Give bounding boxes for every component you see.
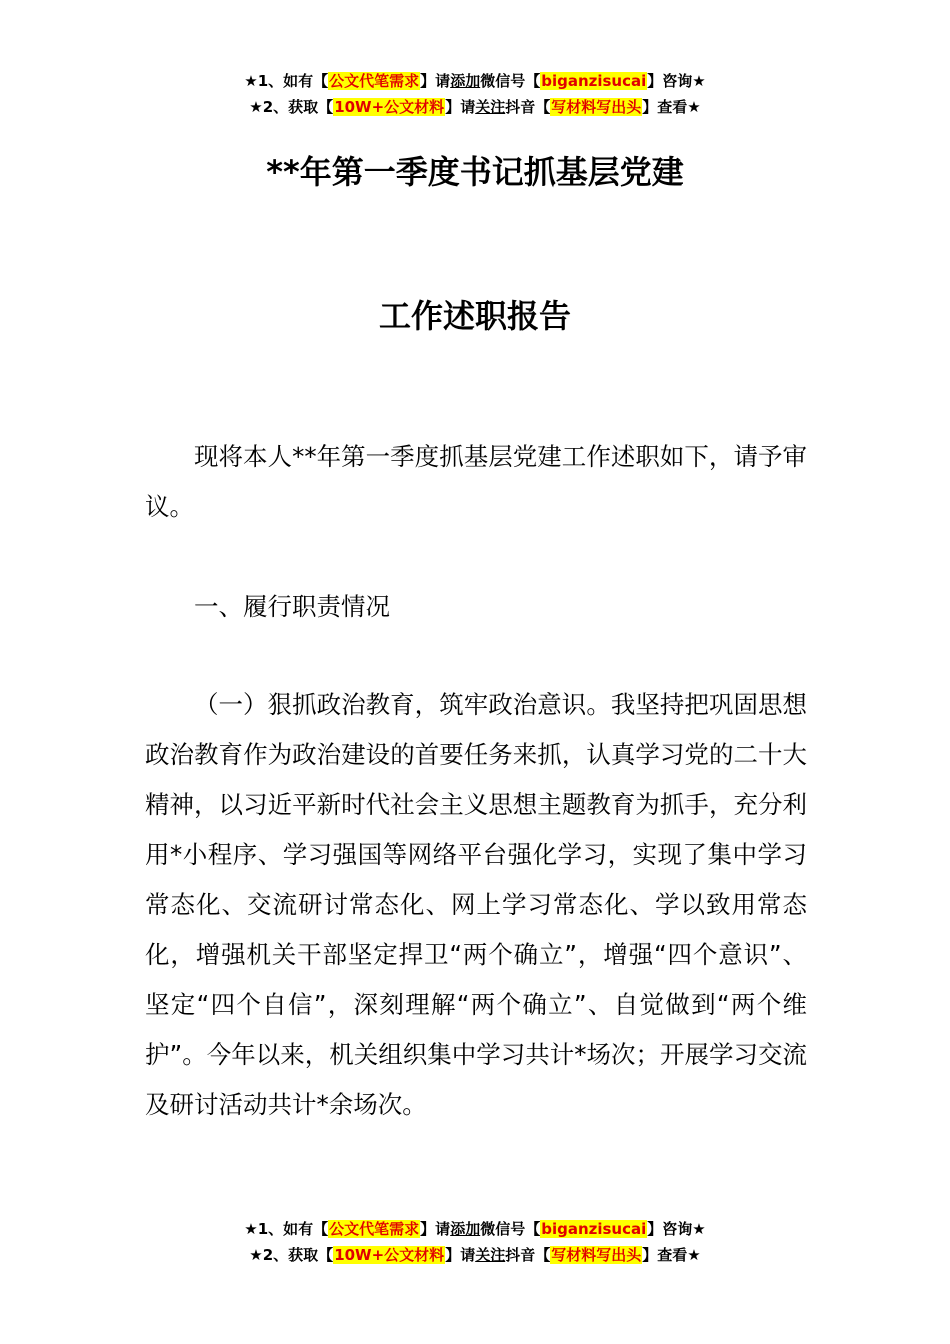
promo-underline: 关注 [475,98,506,116]
intro-paragraph: 现将本人**年第一季度抓基层党建工作述职如下，请予审议。 [145,442,807,521]
promo-wechat-id: biganzisucai [541,1220,647,1238]
promo-underline: 添加 [450,1220,481,1238]
promo-text: 】请 [420,1220,451,1238]
promo-text: 】请 [445,1246,476,1264]
section-heading: 一、履行职责情况 [194,592,390,621]
promo-text: 】查看★ [642,1246,701,1264]
promo-highlight: 10W+公文材料 [334,1246,445,1264]
promo-text: 抖音【 [505,1246,551,1264]
promo-line-1 [0,1216,950,1242]
promo-text: 微信号【 [480,1220,541,1238]
promo-text: 】请 [420,72,451,90]
promo-douyin-name: 写材料写出头 [551,1246,642,1264]
promo-line-2 [0,94,950,120]
promo-highlight: 10W+公文材料 [334,98,445,116]
promo-text: ★2、获取【 [249,1246,334,1264]
promo-text: ★1、如有【 [244,1220,329,1238]
promo-underline: 关注 [475,1246,506,1264]
body-paragraph: （一）狠抓政治教育，筑牢政治意识。我坚持把巩固思想政治教育作为政治建设的首要任务来抓，认真学习党的二十大精神，以习近平新时代社会主义思想主题教育为抓手，充分利用*小程序、学习强国等网络平台强化学习，实现了集中学习常态化、交流研讨常态化、网上学习常态化、学以致用常态化，增强机关干部坚定捍卫“两个确立”，增强“四个意识”、坚定“四个自信”，深刻理解“两个确立”、自觉做到“两个维护”。今年以来，机关组织集中学习共计*场次；开展学习交流及研讨活动共计*余场次。 [145,690,807,1119]
promo-text: ★2、获取【 [249,98,334,116]
promo-text: 】咨询★ [647,1220,706,1238]
promo-wechat-id: biganzisucai [541,72,647,90]
document-title-line-1: **年第一季度书记抓基层党建 [266,153,684,191]
promo-text: 】请 [445,98,476,116]
promo-banner-bottom [0,1216,950,1268]
promo-text: 微信号【 [480,72,541,90]
promo-line-1 [0,68,950,94]
promo-text: 】咨询★ [647,72,706,90]
promo-text: 】查看★ [642,98,701,116]
promo-douyin-name: 写材料写出头 [551,98,642,116]
promo-banner-top [0,68,950,120]
promo-line-2 [0,1242,950,1268]
promo-text: ★1、如有【 [244,72,329,90]
promo-highlight: 公文代笔需求 [329,1220,420,1238]
promo-underline: 添加 [450,72,481,90]
promo-highlight: 公文代笔需求 [329,72,420,90]
document-title-line-2: 工作述职报告 [378,297,571,335]
promo-text: 抖音【 [505,98,551,116]
